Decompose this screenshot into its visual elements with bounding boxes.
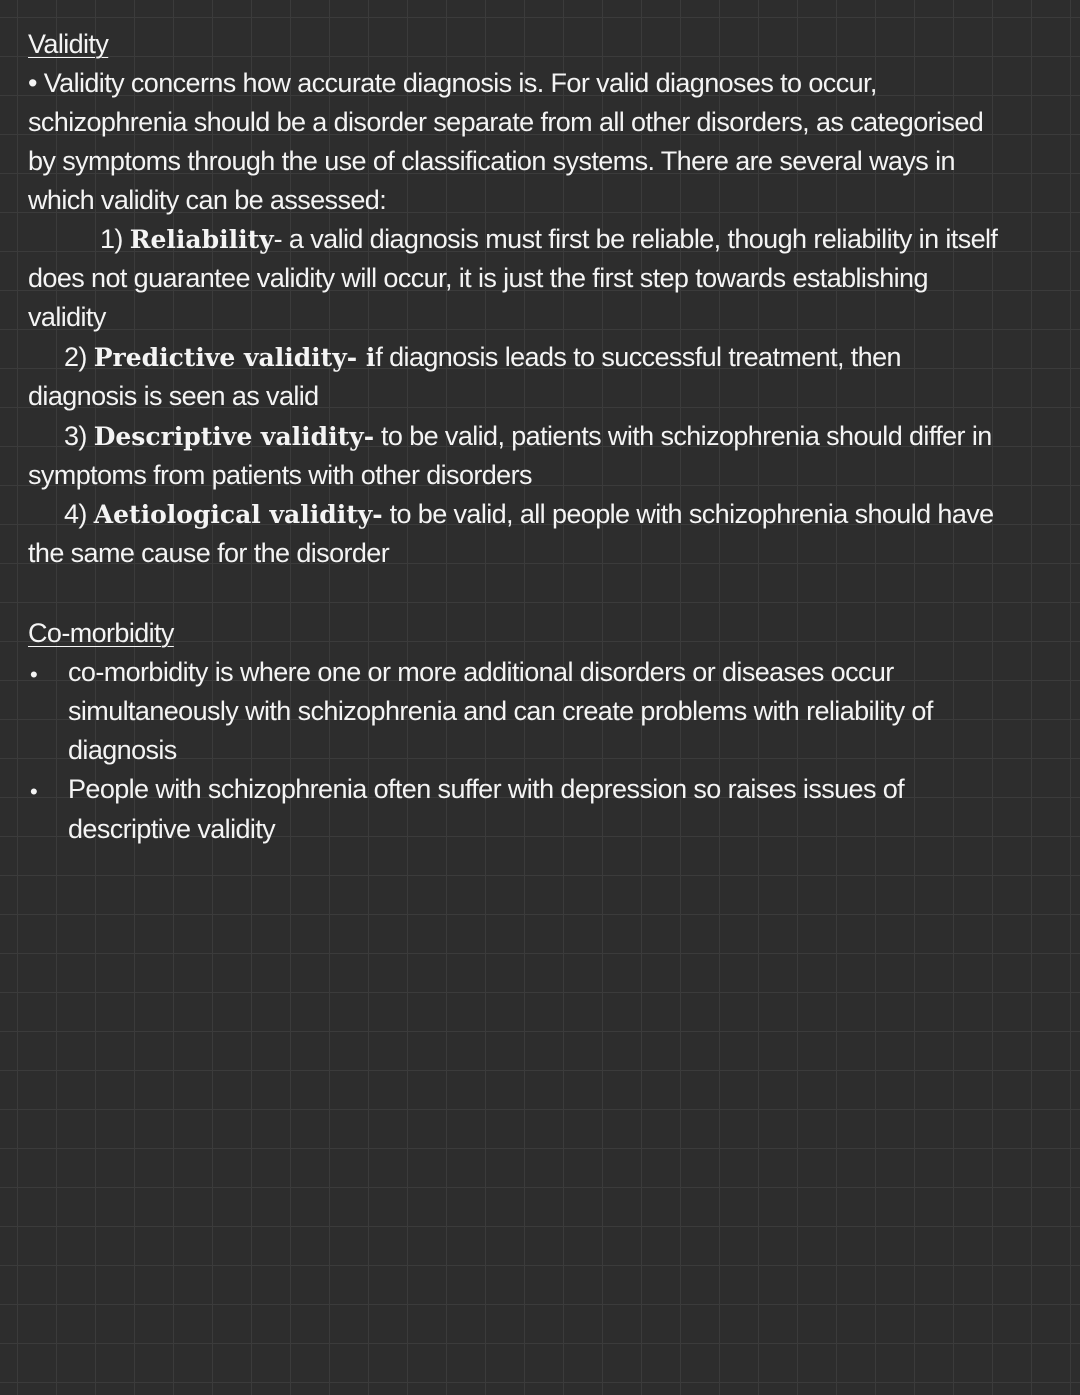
point-term: Predictive validity- i bbox=[93, 343, 376, 372]
comorbidity-heading: Co-morbidity bbox=[28, 618, 174, 648]
point-line: does not guarantee validity will occur, it is just the first step towards establishing bbox=[28, 263, 928, 293]
comorbidity-bullet-line: simultaneously with schizophrenia and can create problems with reliability of bbox=[68, 696, 933, 726]
point-aetiological: 4) Aetiological validity- to be valid, all people with schizophrenia should have bbox=[64, 499, 994, 529]
point-term: Descriptive validity- bbox=[93, 422, 375, 451]
point-predictive: 2) Predictive validity- if diagnosis leads to successful treatment, then bbox=[64, 342, 901, 372]
validity-intro-line: by symptoms through the use of classification systems. There are several ways in bbox=[28, 146, 955, 176]
bullet: • bbox=[30, 662, 38, 687]
comorbidity-bullet-line: co-morbidity is where one or more additional disorders or diseases occur bbox=[68, 657, 894, 687]
point-line: the same cause for the disorder bbox=[28, 538, 390, 568]
point-line: validity bbox=[28, 302, 106, 332]
validity-heading: Validity bbox=[28, 29, 109, 59]
point-term: Aetiological validity- bbox=[93, 500, 383, 529]
point-line: symptoms from patients with other disorders bbox=[28, 460, 532, 490]
validity-intro-line: which validity can be assessed: bbox=[28, 185, 387, 215]
point-term: Reliability bbox=[129, 225, 274, 254]
bullet: • bbox=[30, 779, 38, 804]
validity-intro-line: schizophrenia should be a disorder separate from all other disorders, as categorised bbox=[28, 107, 984, 137]
bullet: • bbox=[28, 68, 37, 98]
point-reliability: 1) Reliability- a valid diagnosis must first be reliable, though reliability in itself bbox=[100, 224, 998, 254]
point-descriptive: 3) Descriptive validity- to be valid, patients with schizophrenia should differ in bbox=[64, 421, 992, 451]
comorbidity-bullet-line: diagnosis bbox=[68, 735, 177, 765]
comorbidity-bullet-line: descriptive validity bbox=[68, 814, 276, 844]
comorbidity-bullet-line: People with schizophrenia often suffer with depression so raises issues of bbox=[68, 774, 905, 804]
point-line: diagnosis is seen as valid bbox=[28, 381, 319, 411]
validity-intro-line: • Validity concerns how accurate diagnosis is. For valid diagnoses to occur, bbox=[28, 68, 877, 98]
